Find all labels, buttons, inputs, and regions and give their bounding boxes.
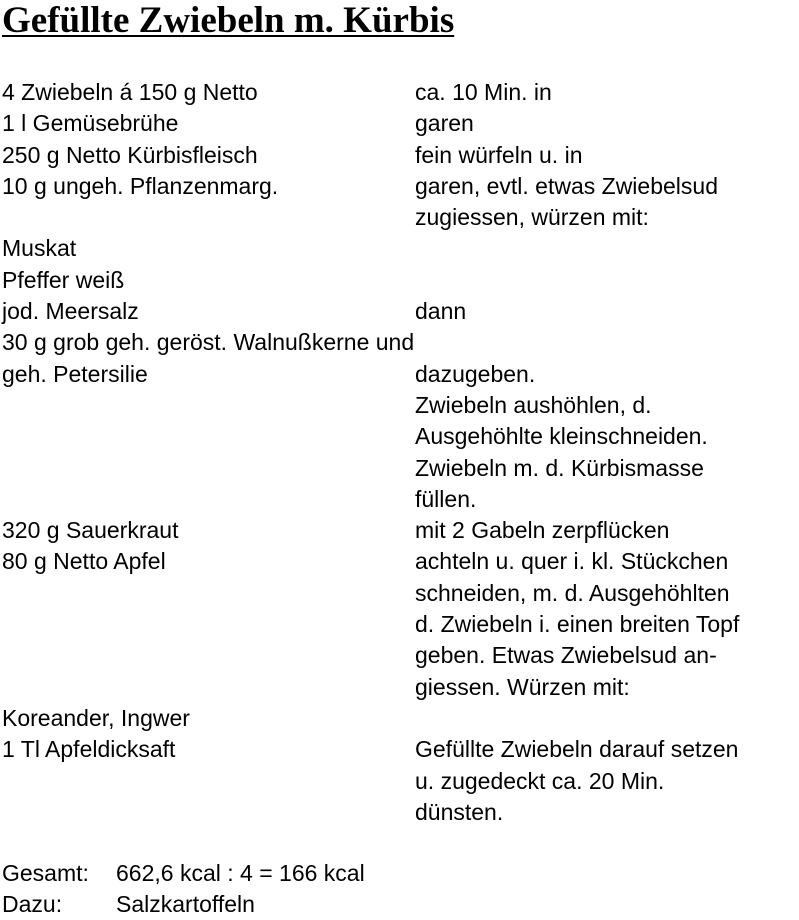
step-text: mit 2 Gabeln zerpflücken: [415, 517, 670, 544]
step-text: Zwiebeln aushöhlen, d.: [415, 391, 652, 418]
ingredient-text: 1 Tl Apfeldicksaft: [2, 736, 176, 763]
step-text: geben. Etwas Zwiebelsud an-: [415, 642, 717, 669]
ingredient-text: geh. Petersilie: [2, 360, 148, 387]
recipe-row: [2, 453, 799, 484]
step-text: dazugeben.: [415, 360, 536, 387]
recipe-row: [2, 734, 799, 765]
recipe-row: [2, 359, 799, 390]
ingredient-text: 250 g Netto Kürbisfleisch: [2, 141, 258, 168]
recipe-row: [2, 202, 799, 233]
ingredient-text: 10 g ungeh. Pflanzenmarg.: [2, 172, 279, 199]
ingredient-text: 1 l Gemüsebrühe: [2, 110, 179, 137]
recipe-row: [2, 171, 799, 202]
recipe-row: [2, 640, 799, 671]
recipe-row: [2, 797, 799, 828]
recipe-row: [2, 484, 799, 515]
recipe-row: [2, 766, 799, 797]
step-text: d. Zwiebeln i. einen breiten Topf: [415, 611, 740, 638]
recipe-row: [2, 327, 799, 358]
recipe-row: [2, 546, 799, 577]
recipe-row: [2, 390, 799, 421]
ingredient-text: jod. Meersalz: [2, 298, 139, 325]
step-text: zugiessen, würzen mit:: [415, 204, 649, 231]
step-text: füllen.: [415, 485, 477, 512]
ingredient-text: 320 g Sauerkraut: [2, 517, 179, 544]
step-text: ca. 10 Min. in: [415, 79, 552, 105]
recipe-row: [2, 703, 799, 734]
footer-label: Dazu:: [2, 891, 63, 917]
recipe-row: [2, 515, 799, 546]
recipe-row: [2, 233, 799, 264]
recipe-row: [2, 296, 799, 327]
step-text: fein würfeln u. in: [415, 141, 583, 168]
ingredient-text: 30 g grob geh. geröst. Walnußkerne und: [2, 329, 415, 356]
recipe-row: [2, 609, 799, 640]
ingredient-text: 4 Zwiebeln á 150 g Netto: [2, 79, 258, 105]
ingredient-text: Pfeffer weiß: [2, 266, 125, 293]
ingredient-text: 80 g Netto Apfel: [2, 548, 166, 575]
recipe-row: [2, 108, 799, 139]
step-text: dünsten.: [415, 798, 504, 825]
footer-label: Gesamt:: [2, 860, 89, 886]
step-text: schneiden, m. d. Ausgehöhlten: [415, 579, 730, 606]
step-text: dann: [415, 298, 467, 325]
footer-value: 662,6 kcal : 4 = 166 kcal: [116, 860, 365, 886]
ingredient-text: Muskat: [2, 235, 77, 262]
recipe-body: [2, 77, 799, 828]
recipe-title: Gefüllte Zwiebeln m. Kürbis: [2, 0, 455, 41]
step-text: garen: [415, 110, 474, 137]
recipe-row: [2, 672, 799, 703]
step-text: garen, evtl. etwas Zwiebelsud: [415, 172, 718, 199]
step-text: Gefüllte Zwiebeln darauf setzen: [415, 736, 739, 763]
recipe-row: [2, 578, 799, 609]
recipe-row: [2, 421, 799, 452]
recipe-row: [2, 140, 799, 171]
recipe-row: [2, 77, 799, 108]
footer-value: Salzkartoffeln: [116, 891, 255, 917]
step-text: giessen. Würzen mit:: [415, 673, 630, 700]
step-text: achteln u. quer i. kl. Stückchen: [415, 548, 729, 575]
ingredient-text: Koreander, Ingwer: [2, 704, 190, 731]
step-text: Ausgehöhlte kleinschneiden.: [415, 423, 708, 450]
step-text: Zwiebeln m. d. Kürbismasse: [415, 454, 704, 481]
step-text: u. zugedeckt ca. 20 Min.: [415, 767, 665, 794]
recipe-row: [2, 265, 799, 296]
